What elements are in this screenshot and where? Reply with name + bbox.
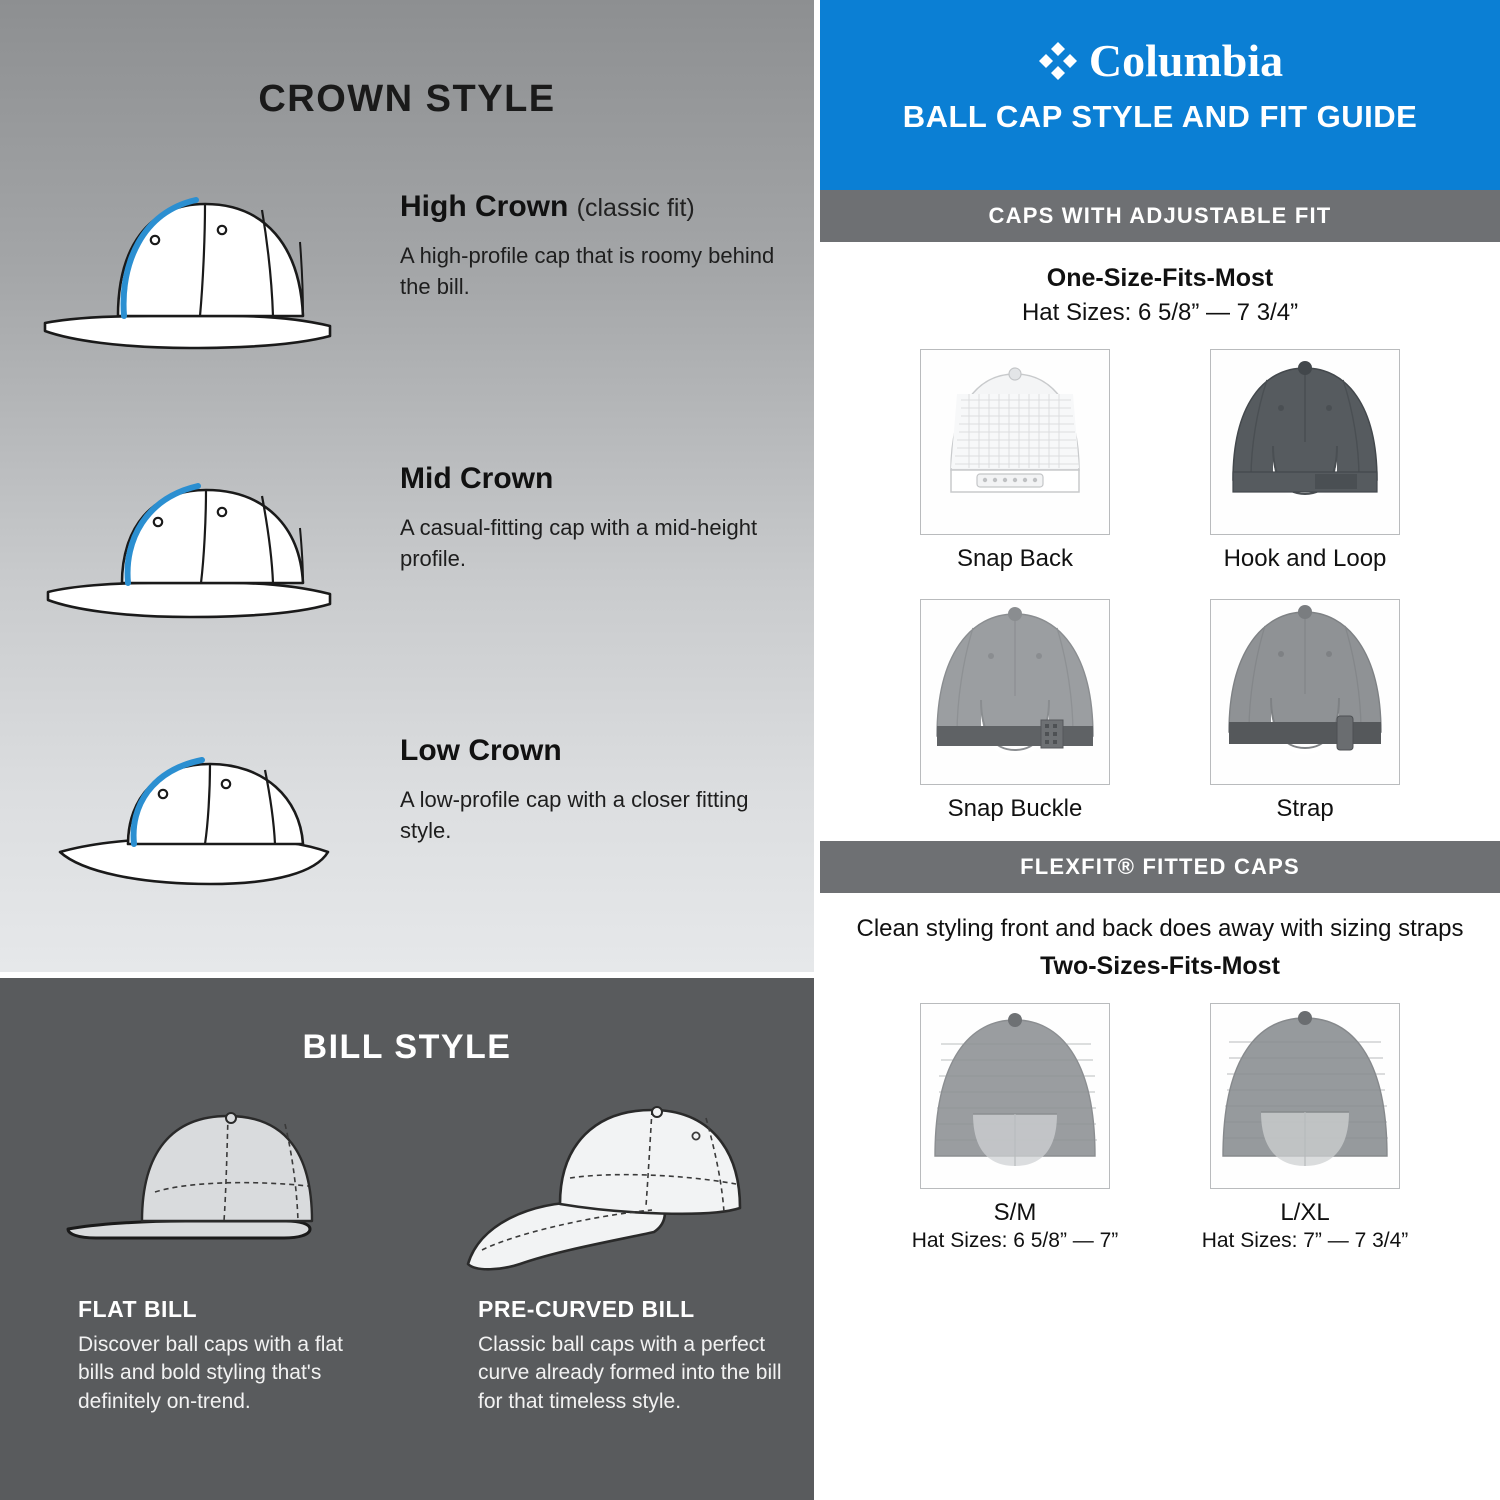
white-trucker-cap-snapback-rear-photo: [920, 349, 1110, 535]
flat-bill-cap-illustration: [0, 1074, 410, 1289]
low-crown-desc: A low-profile cap with a closer fitting style.: [400, 787, 749, 844]
adjustable-section-body: [820, 242, 1500, 841]
mid-crown-cap-illustration: [0, 440, 400, 670]
crown-row-mid: [0, 440, 820, 670]
strap-label: Strap: [1276, 795, 1334, 822]
lxl-size-label: L/XL: [1280, 1199, 1330, 1227]
gray-flexfit-cap-lxl-rear-photo: [1210, 1003, 1400, 1189]
flat-bill-desc: Discover ball caps with a flat bills and bold styling that's definitely on-trend.: [78, 1333, 343, 1413]
sm-size-label: S/M: [993, 1199, 1037, 1227]
lxl-size-sizes: Hat Sizes: 7” — 7 3/4”: [1201, 1229, 1409, 1253]
brand-header: [820, 0, 1500, 190]
adjustable-section-header: CAPS WITH ADJUSTABLE FIT: [820, 190, 1500, 242]
adjustable-cap-item: [896, 349, 1134, 573]
high-crown-desc: A high-profile cap that is roomy behind the bill.: [400, 243, 775, 300]
one-size-fits-most-label: One-Size-Fits-Most: [1046, 264, 1274, 292]
flat-bill-caption: [0, 1296, 410, 1416]
snap-buckle-label: Snap Buckle: [947, 795, 1083, 822]
high-crown-heading: High Crown: [400, 190, 569, 223]
crown-row-low: [0, 712, 820, 942]
bill-style-panel: [0, 978, 820, 1500]
crown-row-high: [0, 168, 820, 398]
gray-cap-snap-buckle-rear-photo: [920, 599, 1110, 785]
flat-bill-label: FLAT BILL: [78, 1296, 198, 1322]
hook-and-loop-label: Hook and Loop: [1223, 545, 1387, 572]
snap-back-label: Snap Back: [956, 545, 1074, 572]
flexfit-cap-item: [1186, 1003, 1424, 1253]
flexfit-cap-grid: [820, 1003, 1500, 1253]
low-crown-cap-illustration: [0, 712, 400, 942]
crown-style-title: CROWN STYLE: [258, 78, 556, 120]
two-sizes-fits-most-label: Two-Sizes-Fits-Most: [1040, 952, 1280, 981]
flexfit-section-body: [820, 893, 1500, 1263]
pre-curved-bill-label: PRE-CURVED BILL: [478, 1296, 695, 1322]
adjustable-cap-item: [896, 599, 1134, 823]
adjustable-cap-item: [1186, 599, 1424, 823]
bill-style-illustrations: [0, 1074, 820, 1289]
pre-curved-bill-caption: [410, 1296, 820, 1416]
gray-cap-strap-rear-photo: [1210, 599, 1400, 785]
columbia-logo-lockup: [820, 34, 1500, 87]
low-crown-heading: Low Crown: [400, 734, 562, 767]
fit-guide-right-column: [820, 0, 1500, 1500]
flexfit-section-header: FLEXFIT® FITTED CAPS: [820, 841, 1500, 893]
pre-curved-bill-cap-illustration: [410, 1074, 820, 1289]
bill-style-title: BILL STYLE: [302, 1028, 512, 1066]
sm-size-sizes: Hat Sizes: 6 5/8” — 7”: [911, 1229, 1119, 1253]
guide-title: BALL CAP STYLE AND FIT GUIDE: [902, 99, 1418, 134]
mid-crown-text: [400, 440, 800, 574]
mid-crown-heading: Mid Crown: [400, 462, 554, 495]
dark-gray-cap-hook-and-loop-rear-photo: [1210, 349, 1400, 535]
high-crown-cap-illustration: [0, 168, 400, 398]
brand-name: Columbia: [1088, 35, 1284, 86]
high-crown-heading-sub: (classic fit): [576, 194, 695, 222]
one-size-fits-most-sizes: Hat Sizes: 6 5/8” — 7 3/4”: [1021, 299, 1299, 326]
flexfit-cap-item: [896, 1003, 1134, 1253]
adjustable-cap-grid: [820, 349, 1500, 823]
low-crown-text: [400, 712, 800, 846]
bill-style-captions: [0, 1296, 820, 1416]
pre-curved-bill-desc: Classic ball caps with a perfect curve already formed into the bill for that timeless style.: [478, 1333, 782, 1413]
gray-flexfit-cap-sm-rear-photo: [920, 1003, 1110, 1189]
flexfit-description: Clean styling front and back does away with sizing straps: [856, 915, 1464, 942]
columbia-diamond-logo: [1037, 40, 1079, 82]
high-crown-text: [400, 168, 800, 302]
crown-style-panel: [0, 0, 820, 978]
mid-crown-desc: A casual-fitting cap with a mid-height profile.: [400, 515, 758, 572]
adjustable-cap-item: [1186, 349, 1424, 573]
